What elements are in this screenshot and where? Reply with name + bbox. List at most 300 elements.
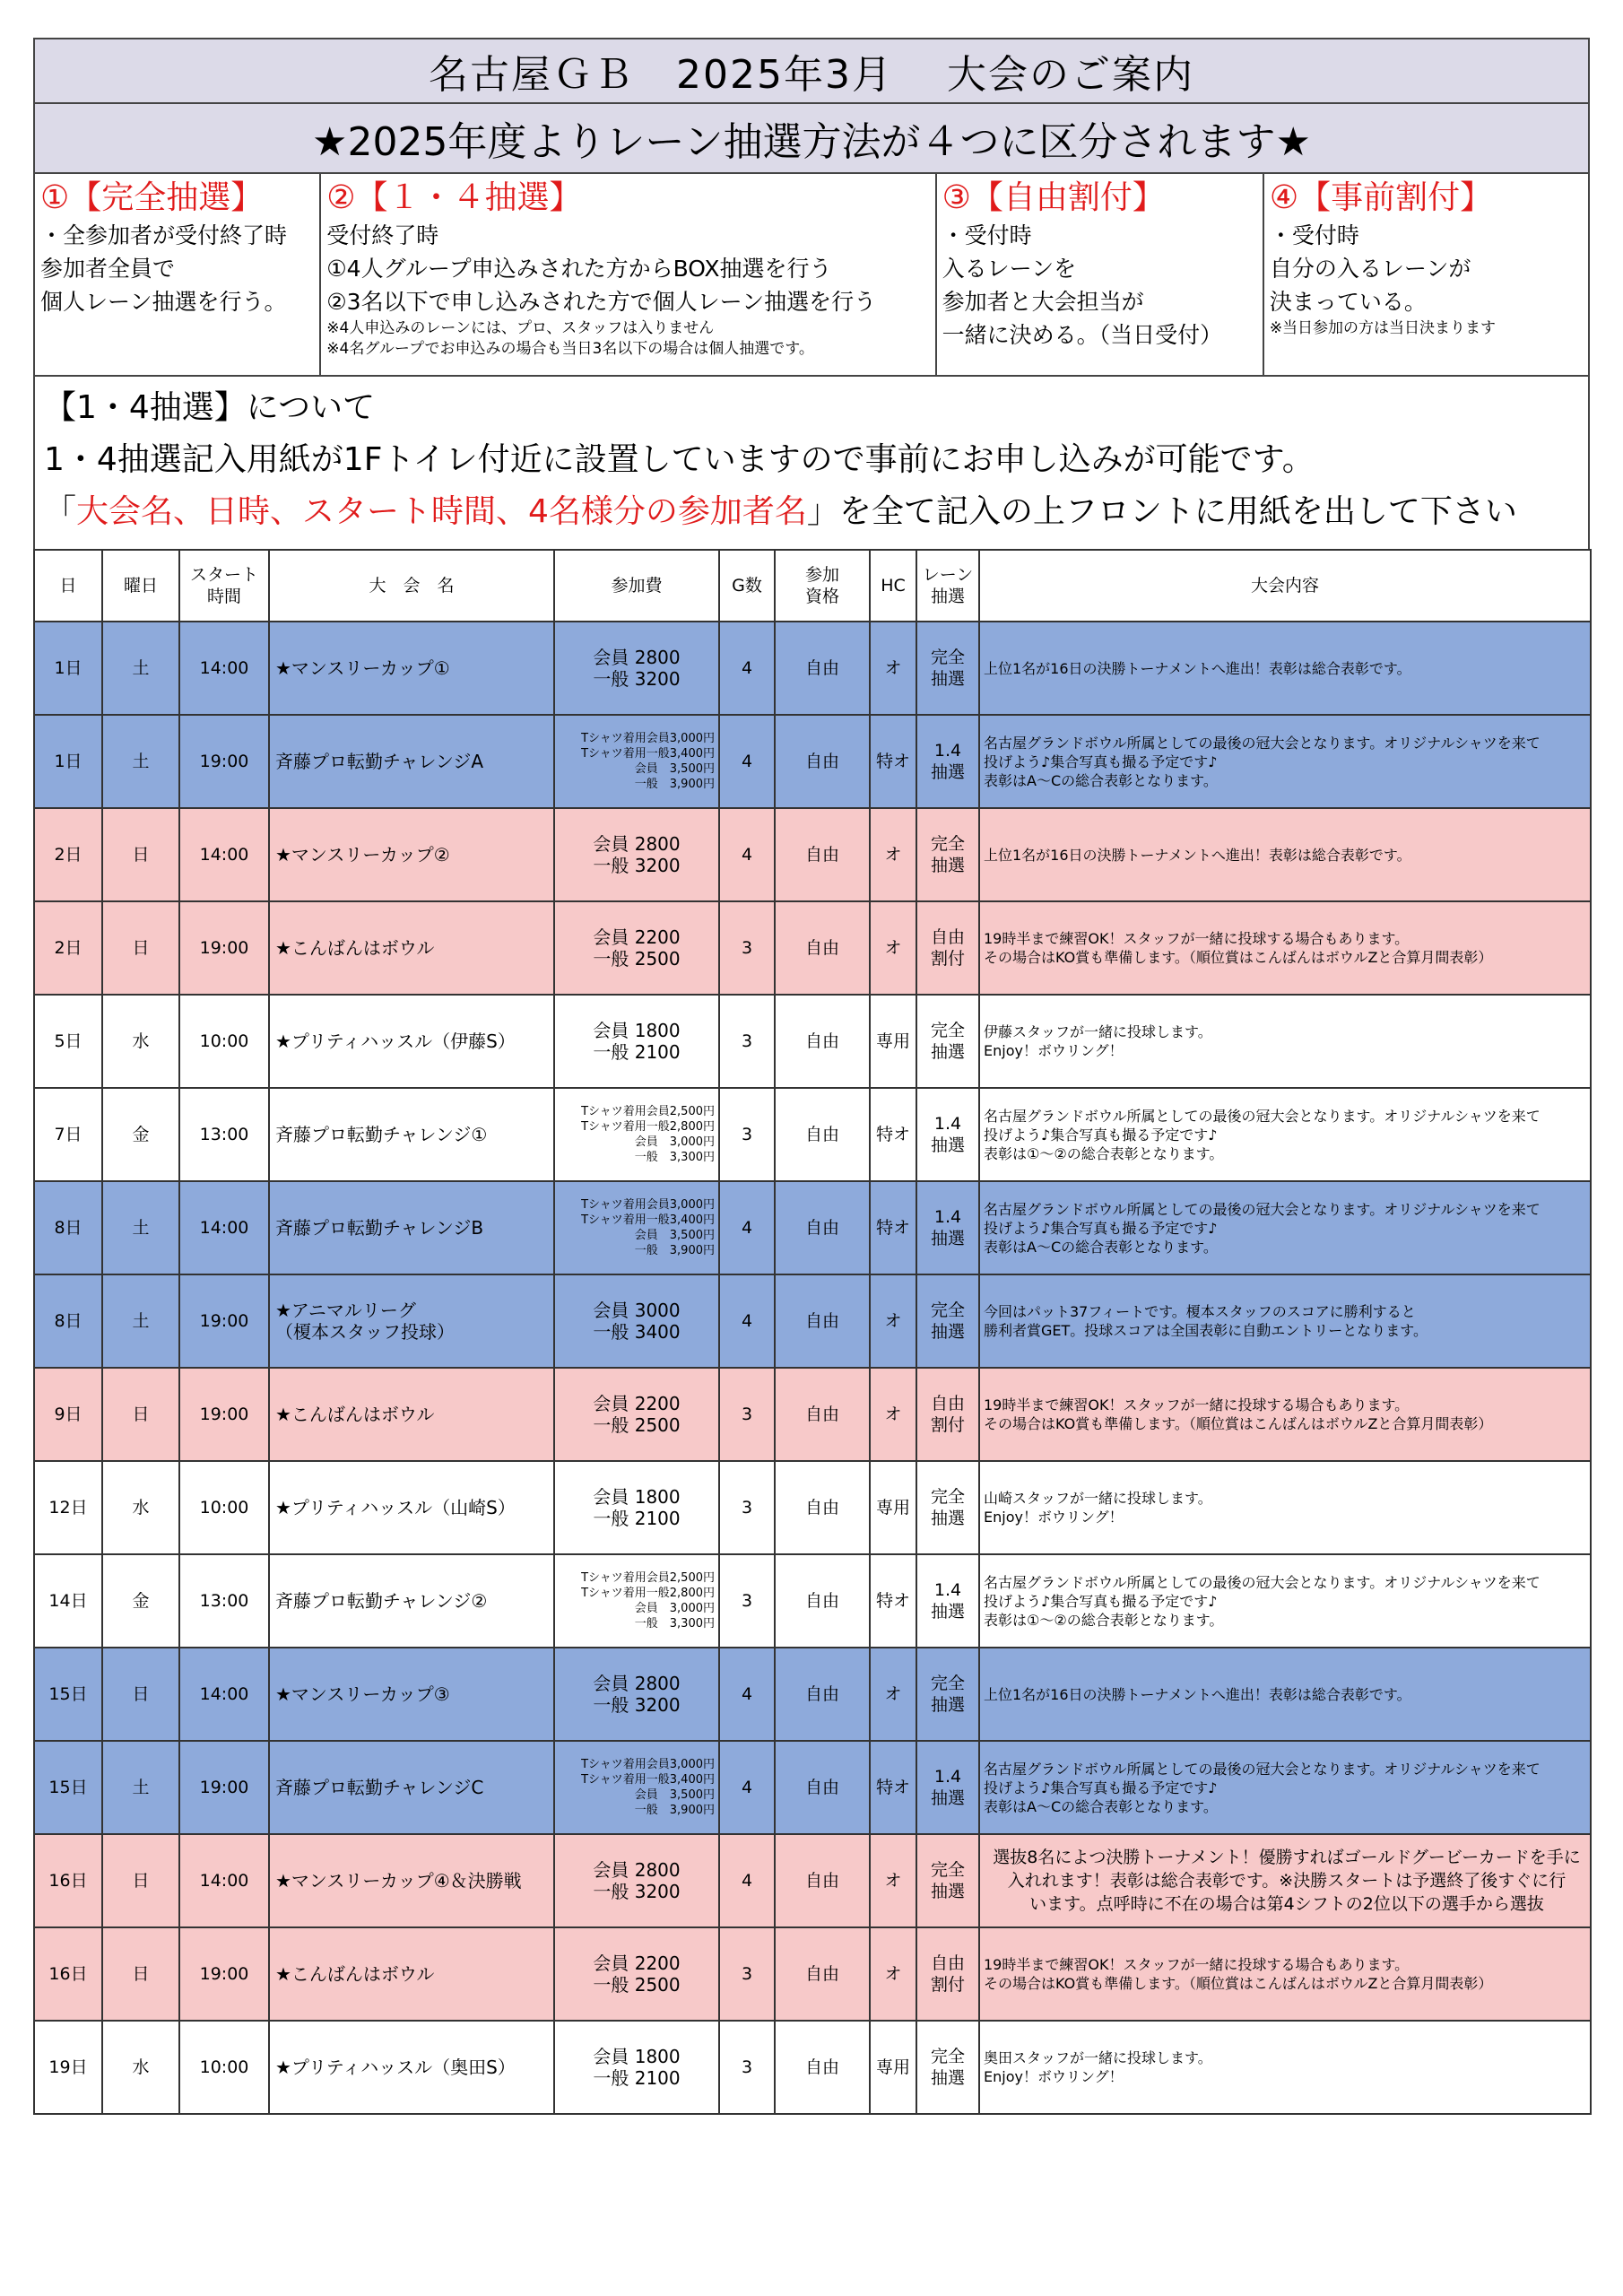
- cell-qualification: 自由: [775, 1181, 870, 1274]
- cell-weekday: 金: [102, 1088, 179, 1181]
- method-2: [321, 174, 936, 375]
- fee-line: 一般 3200: [593, 855, 681, 876]
- fee-line: Tシャツ着用会員2,500円: [581, 1105, 715, 1118]
- cell-games: 3: [719, 995, 775, 1088]
- table-row: [34, 1461, 1591, 1554]
- cell-lane-lottery: [916, 808, 979, 901]
- cell-start-time: 14:00: [179, 1648, 269, 1741]
- col-start-time-l1: スタート: [189, 565, 258, 585]
- cell-start-time: 19:00: [179, 715, 269, 808]
- cell-games: 4: [719, 808, 775, 901]
- content-line: 投げよう♪集合写真も撮る予定です♪: [984, 1126, 1218, 1144]
- cell-hc: 特オ: [870, 1741, 916, 1834]
- fee-line: 一般 3,300円: [634, 1617, 715, 1631]
- lane-line: 抽選: [930, 1602, 965, 1622]
- cell-hc: オ: [870, 1648, 916, 1741]
- name-line: 斉藤プロ転勤チャレンジA: [275, 751, 484, 772]
- cell-content: [979, 715, 1591, 808]
- cell-lane-lottery: [916, 1461, 979, 1554]
- lane-line: 抽選: [930, 1135, 965, 1155]
- cell-hc: オ: [870, 1927, 916, 2021]
- fee-line: 会員 3,000円: [634, 1602, 715, 1615]
- method-note: ※4名グループでお申込みの場合も当日3名以下の場合は個人抽選です。: [326, 340, 814, 358]
- cell-hc: 特オ: [870, 1554, 916, 1648]
- fee-line: 一般 3200: [593, 1881, 681, 1902]
- cell-qualification: 自由: [775, 1274, 870, 1368]
- col-lane-l1: レーン: [922, 565, 974, 585]
- fee-line: 一般 3400: [593, 1321, 681, 1343]
- method-4: [1264, 174, 1588, 375]
- title-left: 名古屋ＧＢ 2025年3月: [429, 52, 893, 98]
- table-row: [34, 995, 1591, 1088]
- cell-tournament-name: [269, 715, 554, 808]
- cell-qualification: 自由: [775, 622, 870, 715]
- method-line: ②3名以下で申し込みされた方で個人レーン抽選を行う: [326, 289, 877, 315]
- lane-line: 抽選: [930, 856, 965, 875]
- col-lane: [916, 550, 979, 622]
- lane-line: 完全: [930, 1300, 965, 1320]
- name-line: ★プリティハッスル（山崎S）: [275, 1497, 516, 1518]
- lane-line: 抽選: [930, 1042, 965, 1062]
- cell-tournament-name: [269, 1834, 554, 1927]
- cell-content: [979, 1834, 1591, 1927]
- cell-weekday: 土: [102, 1741, 179, 1834]
- table-row: [34, 1368, 1591, 1461]
- cell-day: 7日: [34, 1088, 102, 1181]
- table-row: [34, 1741, 1591, 1834]
- cell-fee: [554, 1088, 719, 1181]
- cell-qualification: 自由: [775, 1834, 870, 1927]
- fee-line: 会員 2800: [593, 833, 681, 855]
- fee-line: 会員 1800: [593, 2046, 681, 2067]
- content-line: Enjoy！ボウリング！: [984, 1042, 1124, 1059]
- cell-fee: [554, 1554, 719, 1648]
- col-name: 大 会 名: [269, 550, 554, 622]
- cell-qualification: 自由: [775, 1554, 870, 1648]
- cell-start-time: 14:00: [179, 1834, 269, 1927]
- cell-weekday: 日: [102, 1368, 179, 1461]
- cell-day: 8日: [34, 1274, 102, 1368]
- col-qualification-l1: 参加: [804, 565, 839, 585]
- lane-line: 割付: [930, 1975, 965, 1995]
- fee-line: 会員 3,000円: [634, 1135, 715, 1149]
- cell-lane-lottery: [916, 1181, 979, 1274]
- lane-line: 完全: [930, 1860, 965, 1880]
- name-line: ★プリティハッスル（伊藤S）: [275, 1031, 516, 1052]
- cell-hc: 特オ: [870, 1088, 916, 1181]
- cell-day: 12日: [34, 1461, 102, 1554]
- cell-lane-lottery: [916, 1274, 979, 1368]
- cell-day: 5日: [34, 995, 102, 1088]
- info-instructions-rest: 」を全て記入の上フロントに用紙を出して下さい: [806, 493, 1517, 530]
- cell-start-time: 19:00: [179, 1741, 269, 1834]
- col-fee: 参加費: [554, 550, 719, 622]
- content-line: 上位1名が16日の決勝トーナメントへ進出！表彰は総合表彰です。: [984, 846, 1411, 864]
- fee-line: 会員 3,500円: [634, 762, 715, 776]
- table-row: [34, 1181, 1591, 1274]
- cell-games: 4: [719, 1181, 775, 1274]
- cell-games: 3: [719, 2021, 775, 2114]
- cell-lane-lottery: [916, 1088, 979, 1181]
- cell-day: 2日: [34, 808, 102, 901]
- content-line: 表彰は①～②の総合表彰となります。: [984, 1611, 1224, 1629]
- cell-fee: [554, 1274, 719, 1368]
- content-line: 名古屋グランドボウル所属としての最後の冠大会となります。オリジナルシャツを来て: [984, 1760, 1541, 1778]
- info-body: 1・4抽選記入用紙が1Fトイレ付近に設置していますので事前にお申し込みが可能です。: [44, 441, 1315, 478]
- cell-lane-lottery: [916, 901, 979, 995]
- table-row: [34, 1648, 1591, 1741]
- cell-tournament-name: [269, 1088, 554, 1181]
- name-line: ★こんばんはボウル: [275, 1404, 435, 1425]
- content-line: 19時半まで練習OK！スタッフが一緒に投球する場合もあります。: [984, 1956, 1410, 1973]
- cell-games: 3: [719, 1088, 775, 1181]
- cell-fee: [554, 1648, 719, 1741]
- cell-fee: [554, 1461, 719, 1554]
- lane-line: 抽選: [930, 762, 965, 782]
- lane-line: 割付: [930, 949, 965, 969]
- cell-games: 3: [719, 1927, 775, 2021]
- fee-line: 会員 3,500円: [634, 1229, 715, 1242]
- lane-line: 完全: [930, 834, 965, 854]
- fee-line: Tシャツ着用一般3,400円: [581, 1213, 715, 1227]
- content-line: その場合はKO賞も準備します。（順位賞はこんばんはボウルZと合算月間表彰）: [984, 949, 1493, 966]
- lane-line: 完全: [930, 648, 965, 667]
- cell-start-time: 19:00: [179, 1927, 269, 2021]
- col-qualification: [775, 550, 870, 622]
- cell-start-time: 19:00: [179, 1274, 269, 1368]
- fee-line: 会員 3000: [593, 1300, 681, 1321]
- fee-line: Tシャツ着用会員3,000円: [581, 1758, 715, 1771]
- method-note: ※4人申込みのレーンには、プロ、スタッフは入りません: [326, 319, 715, 337]
- fee-line: 一般 3,900円: [634, 1244, 715, 1257]
- cell-start-time: 10:00: [179, 1461, 269, 1554]
- col-weekday: 曜日: [102, 550, 179, 622]
- cell-qualification: 自由: [775, 1368, 870, 1461]
- fee-line: 一般 3200: [593, 1694, 681, 1716]
- lane-line: 完全: [930, 2047, 965, 2066]
- content-line: 今回はパット37フィートです。榎本スタッフのスコアに勝利すると: [984, 1303, 1416, 1320]
- cell-start-time: 19:00: [179, 901, 269, 995]
- cell-qualification: 自由: [775, 995, 870, 1088]
- lane-line: 1.4: [933, 741, 962, 761]
- lane-line: 抽選: [930, 1882, 965, 1901]
- cell-day: 14日: [34, 1554, 102, 1648]
- fee-line: 一般 2100: [593, 2067, 681, 2089]
- page-subtitle: ★2025年度よりレーン抽選方法が４つに区分されます★: [33, 104, 1590, 174]
- name-line: ★こんばんはボウル: [275, 937, 435, 959]
- content-line: 入れれます！表彰は総合表彰です。※決勝スタートは予選終了後すぐに行: [1007, 1871, 1567, 1891]
- fee-line: 会員 2200: [593, 926, 681, 948]
- lane-line: 抽選: [930, 1229, 965, 1248]
- fee-line: Tシャツ着用一般2,800円: [581, 1120, 715, 1134]
- cell-fee: [554, 622, 719, 715]
- content-line: 選抜8名によつ決勝トーナメント！優勝すればゴールドグービーカードを手に: [993, 1848, 1581, 1867]
- fee-line: Tシャツ着用会員2,500円: [581, 1571, 715, 1585]
- lane-line: 1.4: [933, 1207, 962, 1227]
- lane-line: 抽選: [930, 1322, 965, 1342]
- cell-qualification: 自由: [775, 2021, 870, 2114]
- method-line: 決まっている。: [1269, 289, 1427, 315]
- cell-lane-lottery: [916, 1368, 979, 1461]
- table-row: [34, 901, 1591, 995]
- cell-qualification: 自由: [775, 1088, 870, 1181]
- cell-tournament-name: [269, 1741, 554, 1834]
- fee-line: 一般 3,300円: [634, 1151, 715, 1164]
- content-line: 山崎スタッフが一緒に投球します。: [984, 1490, 1212, 1507]
- cell-tournament-name: [269, 2021, 554, 2114]
- method-heading: ①【完全抽選】: [40, 179, 264, 216]
- method-3: [937, 174, 1264, 375]
- cell-games: 4: [719, 1648, 775, 1741]
- cell-tournament-name: [269, 1368, 554, 1461]
- cell-weekday: 日: [102, 1648, 179, 1741]
- name-line: ★マンスリーカップ④＆決勝戦: [275, 1870, 522, 1892]
- content-line: 勝利者賞GET。投球スコアは全国表彰に自動エントリーとなります。: [984, 1322, 1428, 1339]
- cell-hc: 特オ: [870, 1181, 916, 1274]
- table-row: [34, 1554, 1591, 1648]
- name-line: ★マンスリーカップ③: [275, 1683, 450, 1705]
- col-content: 大会内容: [979, 550, 1591, 622]
- cell-fee: [554, 715, 719, 808]
- method-line: ①4人グループ申込みされた方からBOX抽選を行う: [326, 256, 832, 282]
- cell-start-time: 19:00: [179, 1368, 269, 1461]
- name-line: ★アニマルリーグ: [275, 1300, 416, 1321]
- lane-line: 1.4: [933, 1767, 962, 1787]
- cell-day: 16日: [34, 1927, 102, 2021]
- content-line: 上位1名が16日の決勝トーナメントへ進出！表彰は総合表彰です。: [984, 659, 1411, 677]
- cell-fee: [554, 1368, 719, 1461]
- fee-line: 会員 1800: [593, 1486, 681, 1508]
- cell-qualification: 自由: [775, 1927, 870, 2021]
- cell-qualification: 自由: [775, 1741, 870, 1834]
- cell-fee: [554, 1741, 719, 1834]
- cell-weekday: 日: [102, 1927, 179, 2021]
- col-lane-l2: 抽選: [930, 587, 965, 606]
- cell-day: 8日: [34, 1181, 102, 1274]
- cell-content: [979, 1741, 1591, 1834]
- cell-qualification: 自由: [775, 715, 870, 808]
- col-start-time: [179, 550, 269, 622]
- content-line: 19時半まで練習OK！スタッフが一緒に投球する場合もあります。: [984, 930, 1410, 947]
- cell-weekday: 水: [102, 2021, 179, 2114]
- cell-start-time: 14:00: [179, 808, 269, 901]
- name-line: 斉藤プロ転勤チャレンジ②: [275, 1590, 488, 1612]
- info-required-fields: 大会名、日時、スタート時間、4名様分の参加者名: [76, 493, 807, 530]
- content-line: 上位1名が16日の決勝トーナメントへ進出！表彰は総合表彰です。: [984, 1685, 1411, 1703]
- cell-hc: 専用: [870, 2021, 916, 2114]
- fee-line: 一般 2500: [593, 1974, 681, 1996]
- title-right: 大会のご案内: [946, 52, 1194, 98]
- cell-weekday: 土: [102, 622, 179, 715]
- content-line: 投げよう♪集合写真も撮る予定です♪: [984, 1779, 1218, 1796]
- cell-games: 3: [719, 901, 775, 995]
- content-line: 投げよう♪集合写真も撮る予定です♪: [984, 1219, 1218, 1237]
- col-start-time-l2: 時間: [206, 587, 241, 606]
- cell-lane-lottery: [916, 715, 979, 808]
- cell-content: [979, 2021, 1591, 2114]
- cell-day: 19日: [34, 2021, 102, 2114]
- cell-hc: 専用: [870, 995, 916, 1088]
- method-line: 自分の入るレーンが: [1269, 256, 1471, 282]
- method-line: ・受付時: [942, 222, 1032, 248]
- fee-line: 会員 2800: [593, 647, 681, 668]
- content-line: Enjoy！ボウリング！: [984, 2068, 1124, 2085]
- content-line: 名古屋グランドボウル所属としての最後の冠大会となります。オリジナルシャツを来て: [984, 1107, 1541, 1125]
- cell-start-time: 10:00: [179, 995, 269, 1088]
- cell-fee: [554, 1927, 719, 2021]
- cell-weekday: 土: [102, 715, 179, 808]
- lane-line: 1.4: [933, 1114, 962, 1134]
- lottery-info-box: [33, 377, 1590, 552]
- lane-line: 自由: [930, 1953, 965, 1973]
- name-line: 斉藤プロ転勤チャレンジB: [275, 1217, 484, 1239]
- cell-tournament-name: [269, 808, 554, 901]
- lane-line: 抽選: [930, 1509, 965, 1528]
- lane-line: 抽選: [930, 1695, 965, 1715]
- table-body: [34, 622, 1591, 2114]
- cell-content: [979, 1554, 1591, 1648]
- cell-hc: 特オ: [870, 715, 916, 808]
- cell-lane-lottery: [916, 2021, 979, 2114]
- cell-hc: オ: [870, 1834, 916, 1927]
- lane-line: 完全: [930, 1487, 965, 1507]
- table-row: [34, 2021, 1591, 2114]
- cell-content: [979, 808, 1591, 901]
- document: [33, 38, 1590, 552]
- cell-lane-lottery: [916, 995, 979, 1088]
- cell-content: [979, 1461, 1591, 1554]
- name-line: ★プリティハッスル（奥田S）: [275, 2057, 516, 2078]
- cell-weekday: 水: [102, 1461, 179, 1554]
- content-line: 奥田スタッフが一緒に投球します。: [984, 2049, 1212, 2066]
- content-line: 名古屋グランドボウル所属としての最後の冠大会となります。オリジナルシャツを来て: [984, 1573, 1541, 1591]
- cell-qualification: 自由: [775, 901, 870, 995]
- cell-day: 15日: [34, 1741, 102, 1834]
- fee-line: Tシャツ着用会員3,000円: [581, 1198, 715, 1212]
- cell-weekday: 金: [102, 1554, 179, 1648]
- method-line: 個人レーン抽選を行う。: [40, 289, 287, 315]
- table-row: [34, 1274, 1591, 1368]
- method-line: ・全参加者が受付終了時: [40, 222, 288, 248]
- cell-content: [979, 1648, 1591, 1741]
- cell-games: 4: [719, 1274, 775, 1368]
- content-line: 表彰はA～Cの総合表彰となります。: [984, 771, 1218, 789]
- cell-hc: オ: [870, 622, 916, 715]
- lane-line: 自由: [930, 1394, 965, 1413]
- cell-hc: 専用: [870, 1461, 916, 1554]
- cell-hc: オ: [870, 1368, 916, 1461]
- cell-lane-lottery: [916, 1648, 979, 1741]
- cell-games: 4: [719, 622, 775, 715]
- cell-games: 4: [719, 1834, 775, 1927]
- cell-content: [979, 1368, 1591, 1461]
- cell-fee: [554, 1834, 719, 1927]
- cell-tournament-name: [269, 1274, 554, 1368]
- method-heading: ③【自由割付】: [942, 179, 1165, 216]
- tournament-schedule-table: [33, 549, 1592, 2115]
- fee-line: 会員 2200: [593, 1952, 681, 1974]
- fee-line: 会員 3,500円: [634, 1788, 715, 1802]
- cell-day: 9日: [34, 1368, 102, 1461]
- content-line: 投げよう♪集合写真も撮る予定です♪: [984, 752, 1218, 770]
- cell-games: 4: [719, 1741, 775, 1834]
- cell-day: 15日: [34, 1648, 102, 1741]
- cell-start-time: 13:00: [179, 1088, 269, 1181]
- lane-line: 抽選: [930, 1788, 965, 1808]
- method-line: 参加者全員で: [40, 256, 176, 282]
- cell-hc: オ: [870, 1274, 916, 1368]
- name-line: 斉藤プロ転勤チャレンジ①: [275, 1124, 488, 1145]
- cell-qualification: 自由: [775, 1648, 870, 1741]
- content-line: います。点呼時に不在の場合は第4シフトの2位以下の選手から選抜: [1029, 1894, 1544, 1914]
- cell-day: 1日: [34, 715, 102, 808]
- info-bracket-open: 「: [44, 493, 77, 530]
- cell-content: [979, 901, 1591, 995]
- cell-tournament-name: [269, 1927, 554, 2021]
- cell-weekday: 日: [102, 808, 179, 901]
- lottery-methods: [33, 174, 1590, 377]
- col-day: 日: [34, 550, 102, 622]
- cell-lane-lottery: [916, 1554, 979, 1648]
- fee-line: Tシャツ着用一般3,400円: [581, 747, 715, 761]
- content-line: 表彰はA～Cの総合表彰となります。: [984, 1797, 1218, 1815]
- cell-tournament-name: [269, 901, 554, 995]
- cell-hc: オ: [870, 901, 916, 995]
- method-note: ※当日参加の方は当日決まります: [1269, 319, 1497, 337]
- table-row: [34, 808, 1591, 901]
- cell-start-time: 10:00: [179, 2021, 269, 2114]
- method-line: 受付終了時: [326, 222, 439, 248]
- content-line: 伊藤スタッフが一緒に投球します。: [984, 1023, 1212, 1040]
- cell-lane-lottery: [916, 1927, 979, 2021]
- table-header-row: [34, 550, 1591, 622]
- cell-fee: [554, 2021, 719, 2114]
- fee-line: 一般 2500: [593, 1414, 681, 1436]
- content-line: 名古屋グランドボウル所属としての最後の冠大会となります。オリジナルシャツを来て: [984, 1200, 1541, 1218]
- fee-line: 一般 3,900円: [634, 778, 715, 791]
- content-line: 表彰は①～②の総合表彰となります。: [984, 1144, 1224, 1162]
- cell-fee: [554, 901, 719, 995]
- cell-content: [979, 1088, 1591, 1181]
- cell-games: 4: [719, 715, 775, 808]
- content-line: 19時半まで練習OK！スタッフが一緒に投球する場合もあります。: [984, 1396, 1410, 1413]
- fee-line: 会員 2800: [593, 1673, 681, 1694]
- info-heading: 【1・4抽選】について: [44, 389, 376, 426]
- cell-content: [979, 1181, 1591, 1274]
- cell-weekday: 土: [102, 1274, 179, 1368]
- col-hc: HC: [870, 550, 916, 622]
- col-games: G数: [719, 550, 775, 622]
- cell-tournament-name: [269, 995, 554, 1088]
- cell-qualification: 自由: [775, 1461, 870, 1554]
- cell-fee: [554, 995, 719, 1088]
- fee-line: Tシャツ着用一般2,800円: [581, 1587, 715, 1600]
- method-line: ・受付時: [1269, 222, 1359, 248]
- method-line: 参加者と大会担当が: [942, 289, 1144, 315]
- cell-weekday: 土: [102, 1181, 179, 1274]
- method-line: 入るレーンを: [942, 256, 1077, 282]
- method-heading: ②【１・４抽選】: [326, 179, 582, 216]
- name-line: （榎本スタッフ投球）: [275, 1321, 455, 1343]
- fee-line: Tシャツ着用会員3,000円: [581, 732, 715, 745]
- fee-line: 一般 3200: [593, 668, 681, 690]
- cell-start-time: 14:00: [179, 622, 269, 715]
- content-line: その場合はKO賞も準備します。（順位賞はこんばんはボウルZと合算月間表彰）: [984, 1975, 1493, 1992]
- cell-lane-lottery: [916, 622, 979, 715]
- cell-weekday: 日: [102, 901, 179, 995]
- name-line: 斉藤プロ転勤チャレンジC: [275, 1777, 484, 1798]
- cell-tournament-name: [269, 1648, 554, 1741]
